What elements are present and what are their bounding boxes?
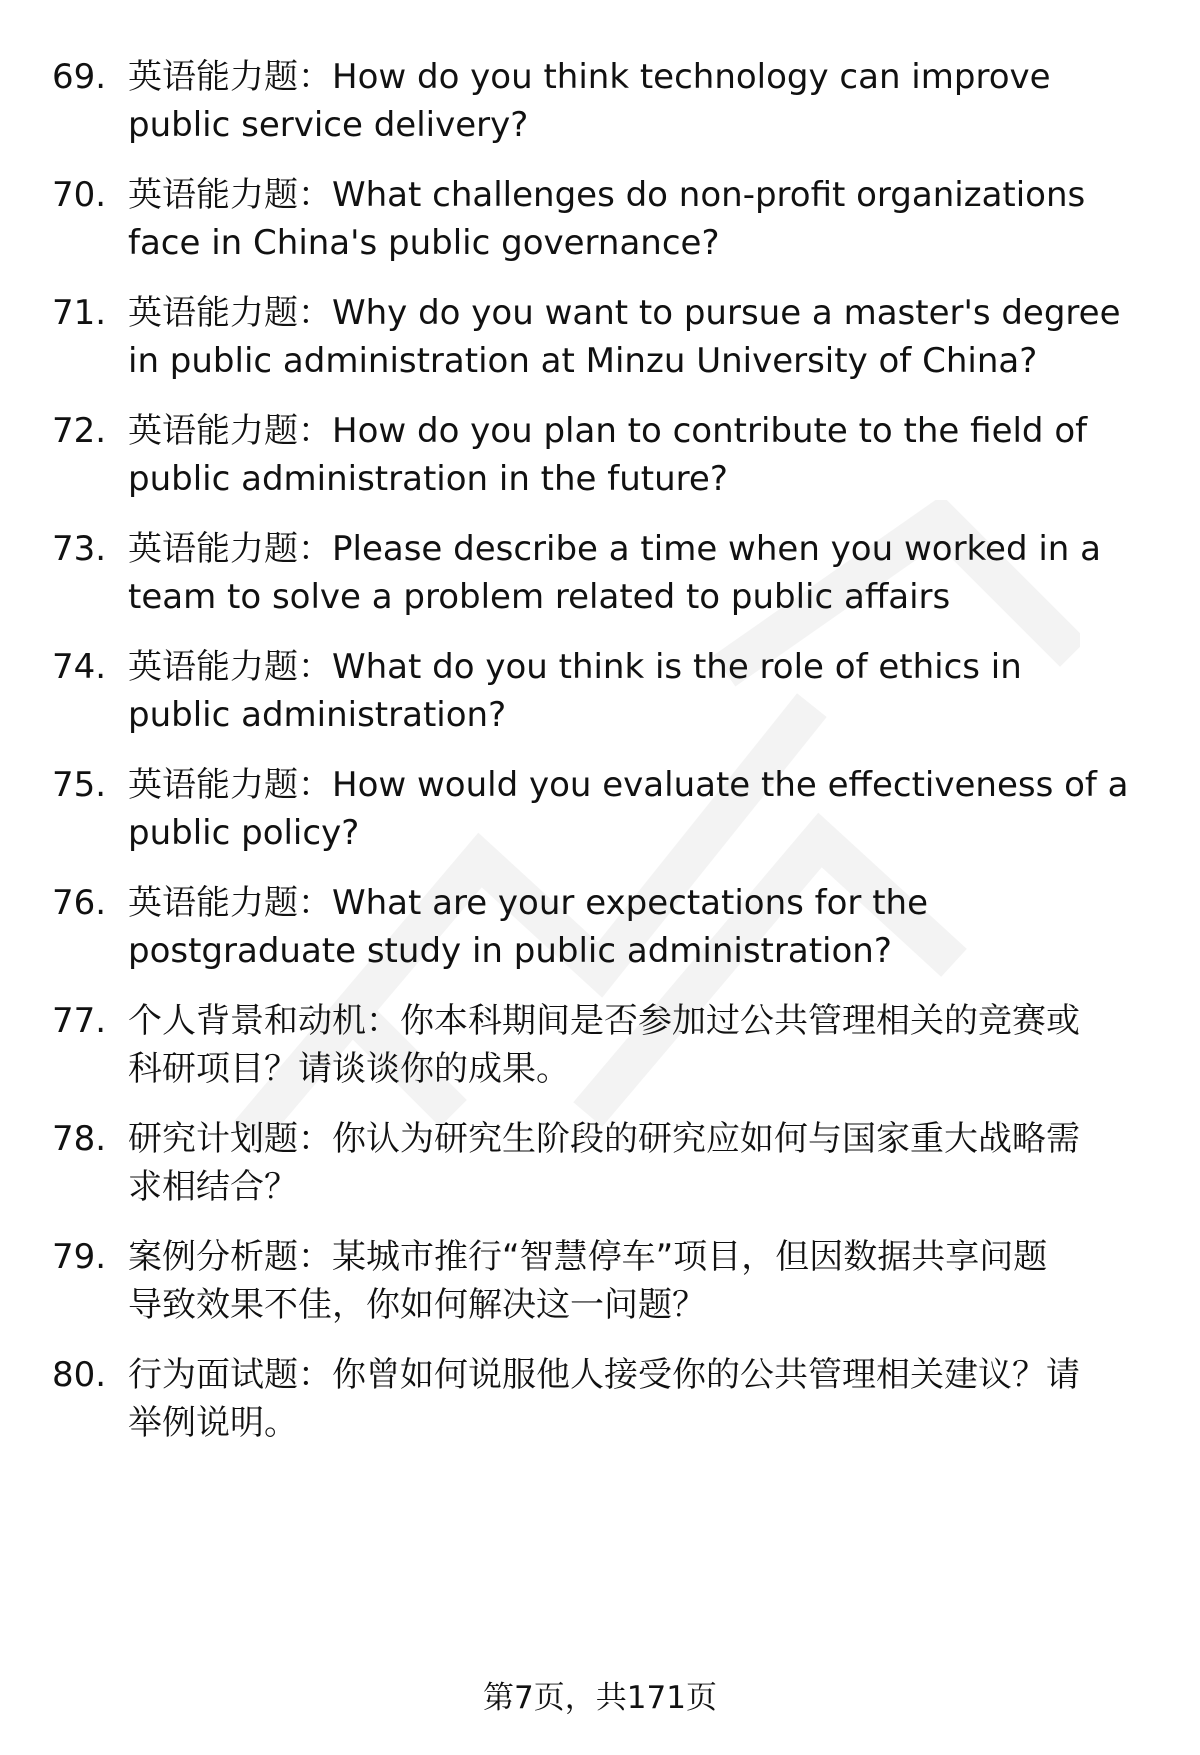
question-number: 72. bbox=[52, 411, 107, 451]
question-line: 求相结合？ bbox=[128, 1167, 298, 1207]
question-line: public policy? bbox=[128, 813, 360, 853]
question-item bbox=[0, 1233, 1200, 1343]
question-number: 76. bbox=[52, 883, 107, 923]
question-item bbox=[0, 1115, 1200, 1225]
question-number: 79. bbox=[52, 1237, 107, 1277]
page-indicator: 第7页，共171页 bbox=[483, 1680, 717, 1716]
question-text bbox=[128, 407, 1148, 503]
question-item bbox=[0, 525, 1200, 635]
question-text bbox=[128, 525, 1148, 621]
question-item bbox=[0, 643, 1200, 753]
question-item bbox=[0, 171, 1200, 281]
question-line: postgraduate study in public administration? bbox=[128, 931, 892, 971]
question-number: 73. bbox=[52, 529, 107, 569]
question-line: 科研项目？请谈谈你的成果。 bbox=[128, 1049, 570, 1089]
question-line: face in China's public governance? bbox=[128, 223, 720, 263]
question-item bbox=[0, 289, 1200, 399]
question-number: 75. bbox=[52, 765, 107, 805]
question-text bbox=[128, 879, 1148, 975]
question-text bbox=[128, 53, 1148, 149]
question-number: 80. bbox=[52, 1355, 107, 1395]
question-item bbox=[0, 407, 1200, 517]
question-text bbox=[128, 289, 1148, 385]
question-line: 举例说明。 bbox=[128, 1403, 298, 1443]
question-line: 英语能力题：How would you evaluate the effectiveness of a bbox=[128, 765, 1129, 805]
question-text bbox=[128, 997, 1148, 1093]
question-text bbox=[128, 1115, 1148, 1211]
question-text bbox=[128, 761, 1148, 857]
question-number: 78. bbox=[52, 1119, 107, 1159]
question-number: 77. bbox=[52, 1001, 107, 1041]
question-number: 71. bbox=[52, 293, 107, 333]
question-number: 74. bbox=[52, 647, 107, 687]
question-line: 个人背景和动机：你本科期间是否参加过公共管理相关的竞赛或 bbox=[128, 1001, 1080, 1041]
question-item bbox=[0, 53, 1200, 163]
question-number: 69. bbox=[52, 57, 107, 97]
question-text bbox=[128, 643, 1148, 739]
question-item bbox=[0, 997, 1200, 1107]
question-text bbox=[128, 1233, 1148, 1329]
question-text bbox=[128, 1351, 1148, 1447]
question-line: 案例分析题：某城市推行“智慧停车”项目，但因数据共享问题 bbox=[128, 1237, 1048, 1277]
question-item bbox=[0, 761, 1200, 871]
question-line: 英语能力题：Why do you want to pursue a master's degree bbox=[128, 293, 1121, 333]
question-item bbox=[0, 1351, 1200, 1461]
question-line: in public administration at Minzu University of China? bbox=[128, 341, 1038, 381]
question-line: public administration? bbox=[128, 695, 507, 735]
question-line: public service delivery? bbox=[128, 105, 529, 145]
question-line: team to solve a problem related to public affairs bbox=[128, 577, 951, 617]
question-line: 英语能力题：What are your expectations for the bbox=[128, 883, 928, 923]
question-number: 70. bbox=[52, 175, 107, 215]
question-line: 英语能力题：How do you plan to contribute to the field of bbox=[128, 411, 1088, 451]
question-line: 行为面试题：你曾如何说服他人接受你的公共管理相关建议？请 bbox=[128, 1355, 1080, 1395]
question-item bbox=[0, 879, 1200, 989]
question-line: 研究计划题：你认为研究生阶段的研究应如何与国家重大战略需 bbox=[128, 1119, 1080, 1159]
question-line: 英语能力题：Please describe a time when you worked in a bbox=[128, 529, 1101, 569]
question-line: 英语能力题：What do you think is the role of ethics in bbox=[128, 647, 1022, 687]
question-line: 英语能力题：How do you think technology can improve bbox=[128, 57, 1051, 97]
question-line: public administration in the future? bbox=[128, 459, 728, 499]
question-line: 导致效果不佳，你如何解决这一问题？ bbox=[128, 1285, 706, 1325]
question-line: 英语能力题：What challenges do non-profit organizations bbox=[128, 175, 1086, 215]
question-text bbox=[128, 171, 1148, 267]
